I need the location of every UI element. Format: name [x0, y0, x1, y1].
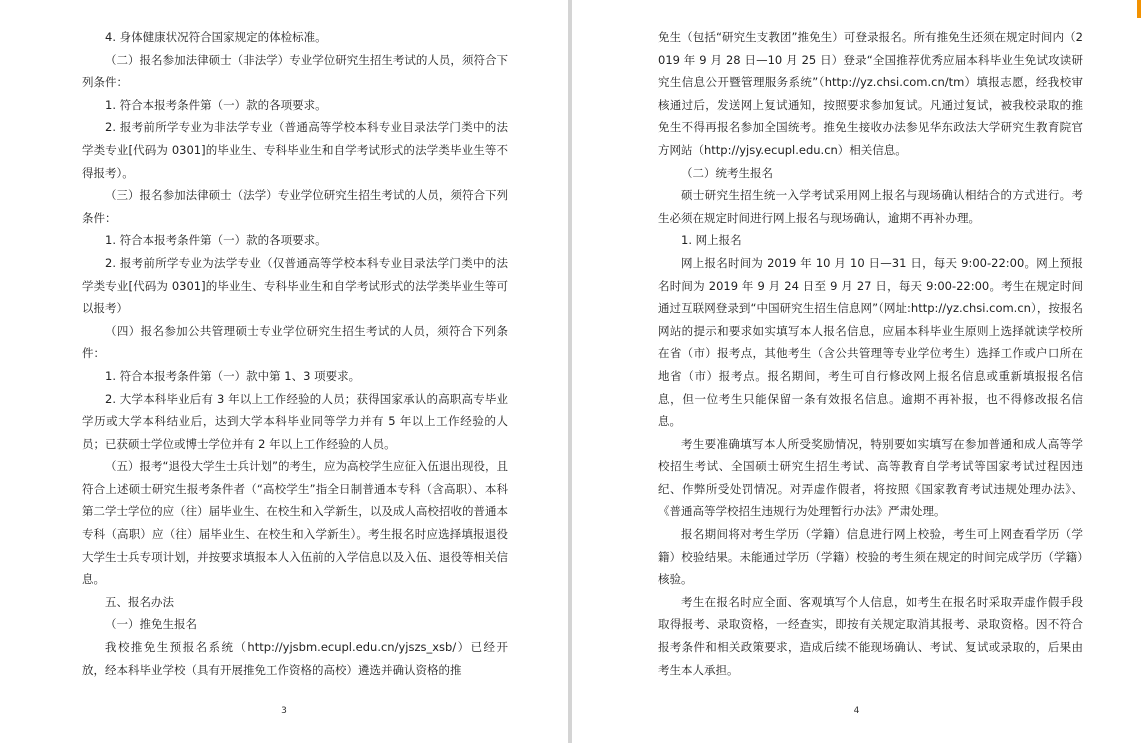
paragraph: （三）报名参加法律硕士（法学）专业学位研究生招生考试的人员，须符合下列条件： — [82, 188, 508, 225]
page-number: 4 — [853, 706, 860, 716]
paragraph: 1. 符合本报考条件第（一）款的各项要求。 — [105, 233, 327, 248]
paragraph: 考生要准确填写本人所受奖励情况，特别要如实填写在参加普通和成人高等学校招生考试、全国硕士研究生招生考试、高等教育自学考试等国家考试过程因违纪、作弊所受处罚情况。对弄虚作假者，将按照《国家教育考试违规处理办法》、《普通高等学校招生违规行为处理暂行办法》严肃处理。 — [658, 436, 1083, 519]
paragraph: 2. 报考前所学专业为法学专业（仅普通高等学校本科专业目录法学门类中的法学类专业[代码为 0301]的毕业生、专科毕业生和自学考试形式的法学类毕业生等可以报考） — [82, 255, 508, 316]
subsection-heading: （一）推免生报名 — [105, 617, 197, 632]
paragraph: 硕士研究生招生统一入学考试采用网上报名与现场确认相结合的方式进行。考生必须在规定时间进行网上报名与现场确认，逾期不再补办理。 — [658, 188, 1083, 225]
paragraph: 1. 符合本报考条件第（一）款的各项要求。 — [105, 97, 327, 112]
paragraph: （五）报考“退役大学生士兵计划”的考生，应为高校学生应征入伍退出现役，且符合上述硕士研究生报考条件者（“高校学生”指全日制普通本专科（含高职）、本科第二学士学位的应（往）届毕业生、在校生和入学新生，以及成人高校招收的普通本专科（高职）应（往）届毕业生、在校生和入学新生）。考生报名时应选择填报退役大学生士兵专项计划，并按要求填报本人入伍前的入学信息以及入伍、退役等相关信息。 — [82, 459, 508, 587]
paragraph: 考生在报名时应全面、客观填写个人信息，如考生在报名时采取弄虚作假手段取得报考、录取资格，一经查实，即按有关规定取消其报考、录取资格。因不符合报考条件和相关政策要求，造成后续不能现场确认、考试、复试或录取的，后果由考生本人承担。 — [658, 594, 1083, 677]
paragraph: 1. 符合本报考条件第（一）款中第 1、3 项要求。 — [105, 368, 361, 383]
paragraph: 2. 报考前所学专业为非法学专业（普通高等学校本科专业目录法学门类中的法学类专业[代码为 0301]的毕业生、专科毕业生和自学考试形式的法学类毕业生等不得报考）。 — [82, 120, 508, 180]
subsection-heading: （二）统考生报名 — [681, 165, 773, 180]
paragraph: 2. 大学本科毕业后有 3 年以上工作经验的人员；获得国家承认的高职高专毕业学历或大学本科结业后，达到大学本科毕业同等学力并有 5 年以上工作经验的人员；已获硕士学位或博士学位并有 2 年以上工作经验的人员。 — [82, 391, 508, 451]
section-heading: 五、报名办法 — [105, 594, 174, 609]
scroll-indicator — [1137, 0, 1141, 18]
subsection-heading: 1. 网上报名 — [681, 233, 742, 248]
paragraph: 4. 身体健康状况符合国家规定的体检标准。 — [105, 30, 327, 44]
paragraph: 免生（包括“研究生支教团”推免生）可登录报名。所有推免生还须在规定时间内（2019 年 9 月 28 日—10 月 25 日）登录“全国推荐优秀应届本科毕业生免试攻读研究生信息公开暨管理服务系统”（http://yz.chsi.com.cn/tm）填报志愿，经我校审核通过后，发送网上复试通知，按照要求参加复试。凡通过复试，被我校录取的推免生不得再报名参加全国统考。推免生接收办法参见华东政法大学研究生教育院官方网站（http://yjsy.ecupl.edu.cn）相关信息。 — [658, 30, 1083, 157]
paragraph: 我校推免生预报名系统（http://yjsbm.ecupl.edu.cn/yjszs_xsb/）已经开放，经本科毕业学校（具有开展推免工作资格的高校）遴选并确认资格的推 — [82, 640, 508, 677]
page-number: 3 — [281, 706, 287, 716]
paragraph: （二）报名参加法律硕士（非法学）专业学位研究生招生考试的人员，须符合下列条件： — [82, 52, 508, 90]
paragraph: （四）报名参加公共管理硕士专业学位研究生招生考试的人员，须符合下列条件： — [82, 323, 508, 361]
paragraph: 网上报名时间为 2019 年 10 月 10 日—31 日，每天 9:00-22:00。网上预报名时间为 2019 年 9 月 24 日至 9 月 27 日，每天 9:00-22:00。考生在规定时间通过互联网登录到“中国研究生招生信息网”（网址:http://yz.chsi.com.cn），按报名网站的提示和要求如实填写本人报名信息，应届本科毕业生原则上选择就读学校所在省（市）报考点，其他考生（含公共管理等专业学位考生）选择工作或户口所在地省（市）报考点。报名期间，考生可自行修改网上报名信息或重新填报报名信息，但一位考生只能保留一条有效报名信息。逾期不再补报，也不得修改报名信息。 — [658, 255, 1083, 429]
document-page-3 — [0, 0, 568, 743]
paragraph: 报名期间将对考生学历（学籍）信息进行网上校验，考生可上网查看学历（学籍）校验结果。未能通过学历（学籍）校验的考生须在规定的时间完成学历（学籍）核验。 — [658, 527, 1083, 587]
document-page-4 — [572, 0, 1141, 743]
